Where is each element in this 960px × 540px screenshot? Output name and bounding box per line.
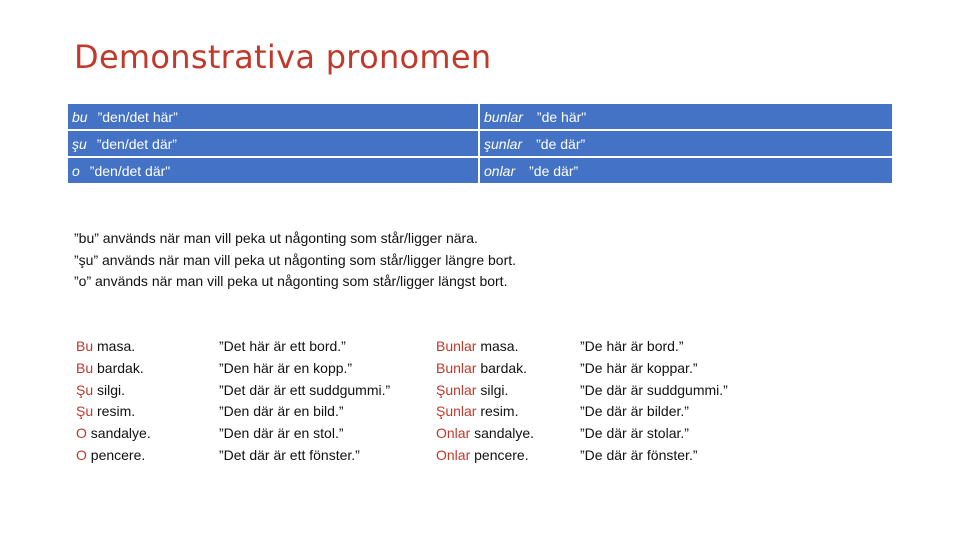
page-title: Demonstrativa pronomen: [74, 38, 492, 76]
usage-explanations: [74, 228, 516, 293]
table-row: [68, 131, 892, 158]
example-line: [436, 336, 534, 358]
translations-singular: [219, 336, 390, 467]
pronoun: şunlar: [484, 135, 523, 152]
pronoun: onlar: [484, 162, 516, 179]
usage-line: ”bu” används när man vill peka ut någonting som står/ligger nära.: [74, 230, 478, 246]
example-line: [76, 380, 151, 402]
translation-line: ”Det där är ett fönster.”: [219, 446, 360, 463]
meaning: ”den/det där": [89, 162, 171, 179]
pronoun: o: [72, 162, 80, 179]
translations-plural: [580, 336, 728, 467]
example-line: [436, 380, 534, 402]
example-line: [436, 401, 534, 423]
meaning: ”de här": [536, 108, 587, 125]
examples-plural: [436, 336, 534, 467]
pronoun: Şunlar: [436, 381, 477, 398]
noun: silgi.: [476, 381, 509, 398]
table-row: [68, 104, 892, 131]
noun: masa.: [93, 338, 136, 354]
translation-line: ”De här är bord.”: [580, 338, 684, 354]
noun: sandalye.: [470, 425, 535, 442]
translation-line: ”De där är bilder.”: [580, 403, 689, 420]
translation-line: ”De här är koppar.”: [580, 359, 698, 376]
usage-line: ”şu” används när man vill peka ut någonting som står/ligger längre bort.: [74, 251, 517, 268]
table-cell: [480, 131, 892, 158]
noun: bardak.: [476, 359, 528, 376]
pronoun: şu: [72, 135, 87, 152]
pronoun: O: [76, 425, 87, 442]
noun: sandalye.: [86, 425, 151, 442]
pronoun-table: [68, 104, 892, 185]
translation-line: ”Det här är ett bord.”: [219, 338, 346, 354]
example-line: [76, 336, 151, 358]
noun: bardak.: [93, 359, 144, 376]
noun: pencere.: [86, 446, 146, 463]
example-line: [76, 401, 151, 423]
pronoun: Onlar: [436, 425, 471, 442]
meaning: ”den/det här”: [97, 108, 178, 125]
example-line: [76, 423, 151, 445]
translation-line: ”Den där är en bild.”: [219, 403, 344, 420]
examples-singular: [76, 336, 151, 467]
translation-line: ”Den här är en kopp.”: [219, 359, 353, 376]
noun: masa.: [476, 338, 519, 354]
table-cell: [68, 158, 480, 185]
translation-line: ”De där är stolar.”: [580, 425, 689, 442]
translation-line: ”Den där är en stol.”: [219, 425, 344, 442]
noun: resim.: [476, 403, 519, 420]
translation-line: ”De där är fönster.”: [580, 446, 698, 463]
example-line: [76, 445, 151, 467]
pronoun: bunlar: [484, 108, 523, 125]
pronoun: bu: [72, 108, 88, 125]
table-cell: [480, 104, 892, 131]
pronoun: Bu: [76, 338, 94, 354]
pronoun: Bunlar: [436, 359, 477, 376]
translation-line: ”De där är suddgummi.”: [580, 381, 728, 398]
pronoun: Bu: [76, 359, 94, 376]
example-line: [436, 445, 534, 467]
table-cell: [480, 158, 892, 185]
pronoun: Şu: [76, 403, 94, 420]
pronoun: Onlar: [436, 446, 471, 463]
table-cell: [68, 131, 480, 158]
example-line: [436, 423, 534, 445]
example-line: [76, 358, 151, 380]
table-row: [68, 158, 892, 185]
noun: pencere.: [470, 446, 529, 463]
pronoun: Bunlar: [436, 338, 477, 354]
pronoun: Şu: [76, 381, 94, 398]
noun: silgi.: [93, 381, 126, 398]
pronoun: O: [76, 446, 87, 463]
noun: resim.: [93, 403, 136, 420]
meaning: ”de där”: [536, 135, 586, 152]
pronoun: Şunlar: [436, 403, 477, 420]
meaning: ”den/det där”: [96, 135, 177, 152]
example-line: [436, 358, 534, 380]
table-cell: [68, 104, 480, 131]
meaning: ”de där”: [529, 162, 579, 179]
translation-line: ”Det där är ett suddgummi.”: [219, 381, 391, 398]
usage-line: ”o” används när man vill peka ut någonting som står/ligger längst bort.: [74, 273, 508, 289]
